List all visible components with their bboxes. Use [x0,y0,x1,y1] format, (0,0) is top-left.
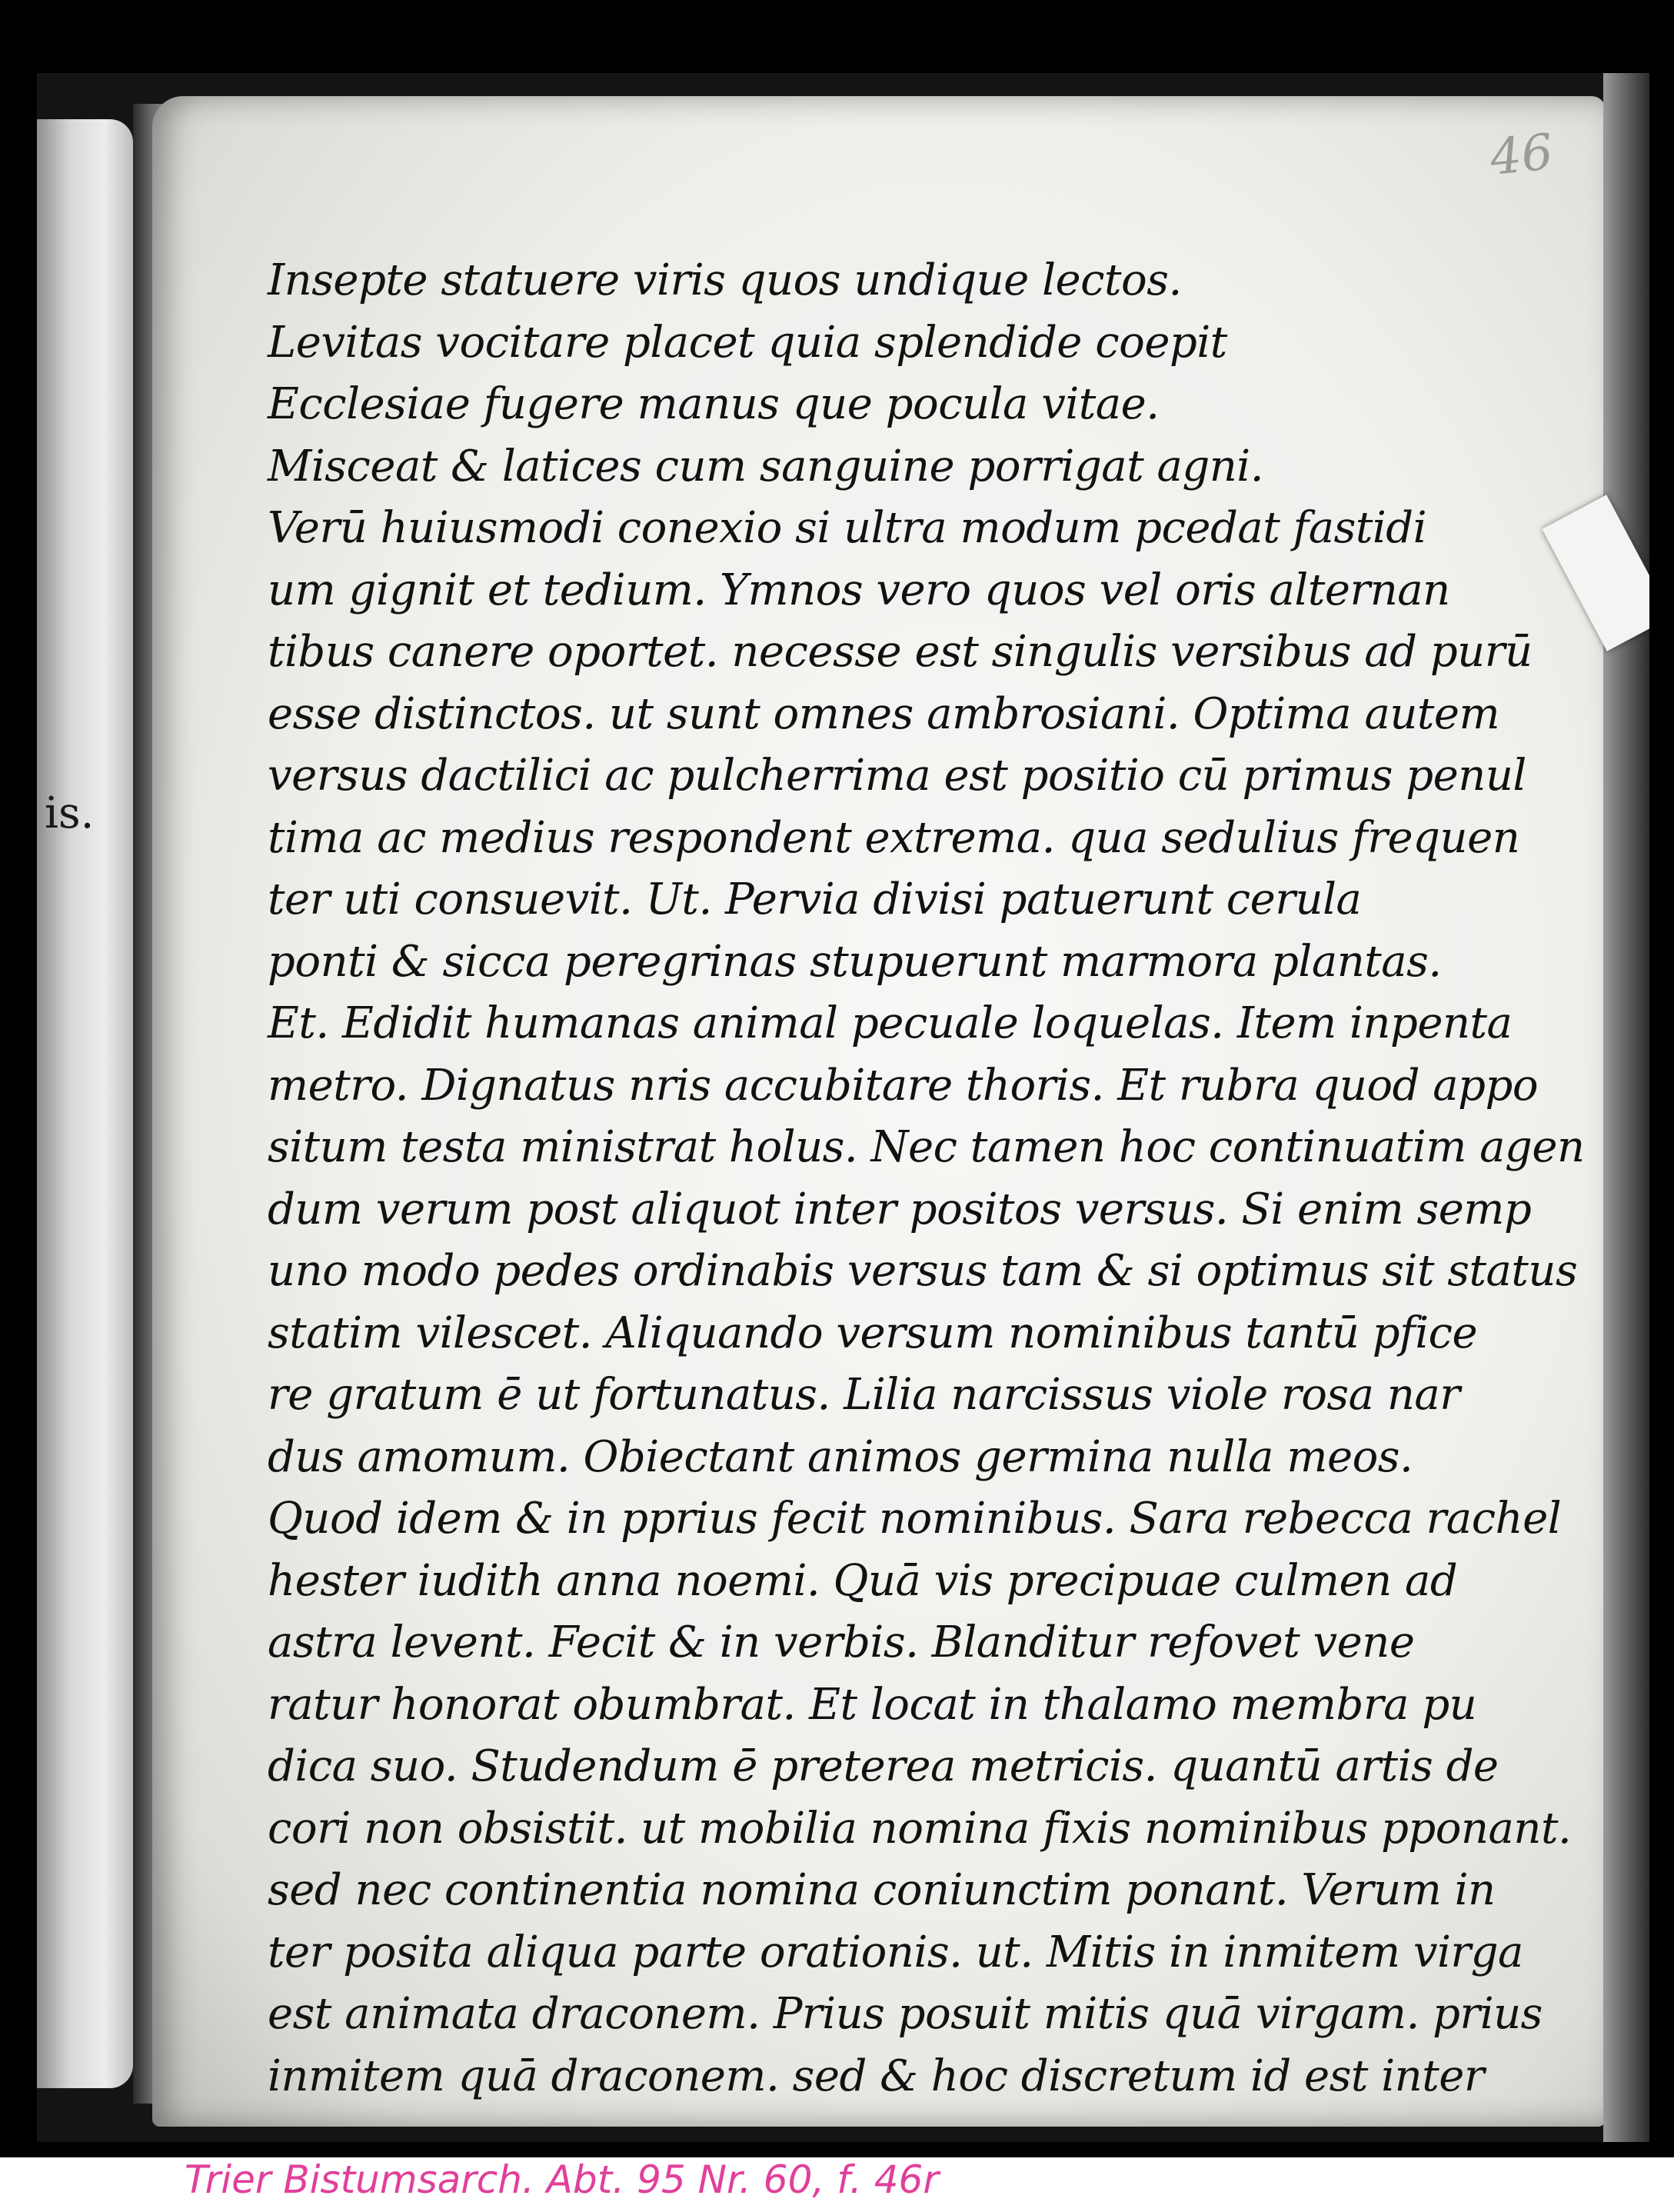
text-line: Insepte statuere viris quos undique lectos. [268,255,1182,305]
text-line: Quod idem & in pprius fecit nominibus. Sara rebecca rachel [268,1494,1562,1544]
text-line: Et. Edidit humanas animal pecuale loquelas. Item inpenta [268,998,1513,1048]
archive-caption: Trier Bistumsarch. Abt. 95 Nr. 60, f. 46r [185,2157,939,2202]
text-line: Ecclesiae fugere manus que pocula vitae. [268,379,1160,429]
manuscript-text [268,250,1585,2107]
text-line: tibus canere oportet. necesse est singulis versibus ad purū [268,627,1533,677]
text-line: dus amomum. Obiectant animos germina nulla meos. [268,1431,1413,1482]
text-line: hester iudith anna noemi. Quā vis precipuae culmen ad [268,1555,1458,1606]
left-page-edge [37,119,133,2088]
text-line: tima ac medius respondent extrema. qua sedulius frequen [268,812,1520,863]
text-line: Misceat & latices cum sanguine porrigat agni. [268,441,1264,491]
folio-number: 46 [1487,123,1556,188]
text-line: re gratum ē ut fortunatus. Lilia narcissus viole rosa nar [268,1370,1460,1420]
text-line: ter posita aliqua parte orationis. ut. Mitis in inmitem virga [268,1927,1523,1977]
text-line: cori non obsistit. ut mobilia nomina fixis nominibus pponant. [268,1803,1572,1854]
text-line: sed nec continentia nomina coniunctim ponant. Verum in [268,1865,1496,1915]
text-line: um gignit et tedium. Ymnos vero quos vel oris alternan [268,565,1450,615]
text-line: esse distinctos. ut sunt omnes ambrosiani. Optima autem [268,688,1500,739]
text-line: ponti & sicca peregrinas stupuerunt marmora plantas. [268,936,1442,987]
text-line: ratur honorat obumbrat. Et locat in thalamo membra pu [268,1679,1477,1730]
text-line: dum verum post aliquot inter positos versus. Si enim semp [268,1184,1532,1234]
text-line: dica suo. Studendum ē preterea metricis. quantū artis de [268,1741,1499,1791]
text-line: uno modo pedes ordinabis versus tam & si optimus sit status [268,1246,1578,1296]
text-line: situm testa ministrat holus. Nec tamen hoc continuatim agen [268,1122,1585,1172]
right-page-edge [1603,73,1649,2142]
text-line: astra levent. Fecit & in verbis. Blanditur refovet vene [268,1617,1415,1667]
left-page-fragment: is. [45,788,95,838]
text-line: est animata draconem. Prius posuit mitis quā virgam. prius [268,1989,1543,2039]
text-line: Verū huiusmodi conexio si ultra modum pcedat fastidi [268,503,1427,553]
text-line: versus dactilici ac pulcherrima est positio cū primus penul [268,751,1526,801]
text-line: ter uti consuevit. Ut. Pervia divisi patuerunt cerula [268,874,1362,924]
text-line: inmitem quā draconem. sed & hoc discretum id est inter [268,2050,1485,2101]
manuscript-page [152,96,1606,2127]
photograph [37,73,1649,2142]
text-line: statim vilescet. Aliquando versum nominibus tantū pfice [268,1308,1478,1358]
text-line: Levitas vocitare placet quia splendide coepit [268,317,1227,368]
text-line: metro. Dignatus nris accubitare thoris. Et rubra quod appo [268,1060,1539,1111]
